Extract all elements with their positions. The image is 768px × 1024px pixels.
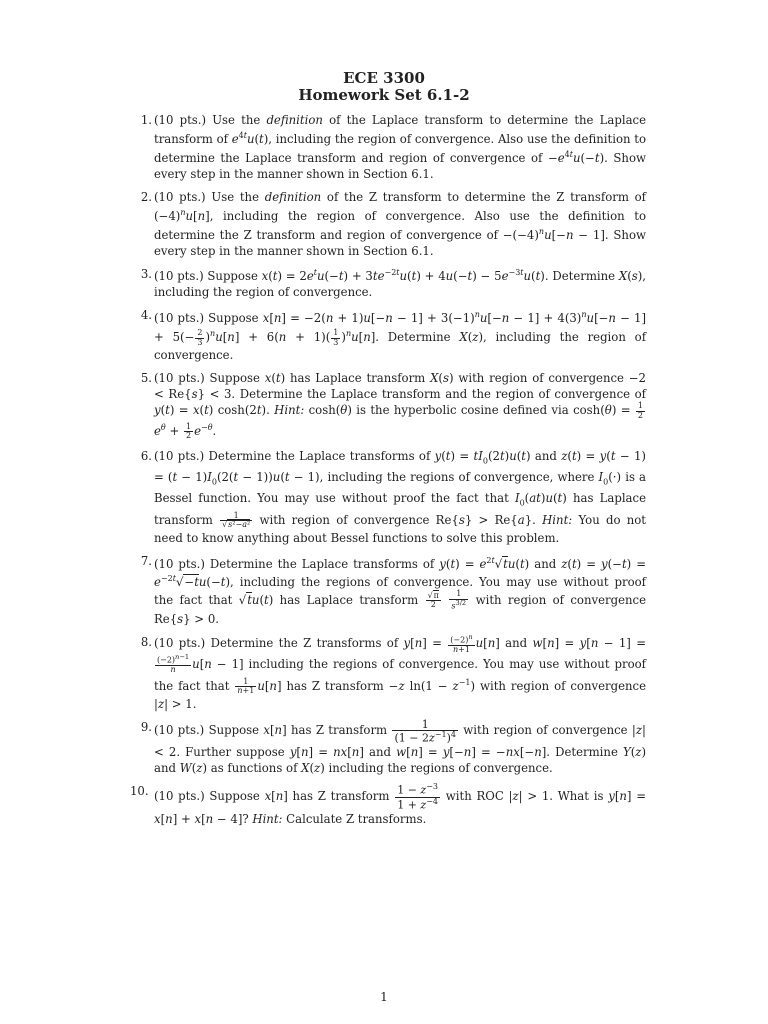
problem-5 <box>134 370 646 441</box>
problem-number: 3. <box>140 266 152 281</box>
problem-3 <box>134 266 646 301</box>
course-title: ECE 3300 <box>343 69 425 87</box>
problem-2 <box>134 189 646 259</box>
problem-number: 5. <box>140 371 152 386</box>
problem-number: 4. <box>140 308 152 323</box>
problem-text: (10 pts.) Determine the Laplace transforms of $y(t) = tI_0(2t)u(t)$ and $z(t) = y(t - 1) = (t - 1)I_0(2(t - 1))u(t - 1)$, including the regions of convergence, where $I_0(\cdot)$ is a Bessel function. You may use without proof the fact that $I_0(at)u(t)$ has Laplace transform $\frac{1}{\text{√s²−a²}}$ with region of convergence Re{s} > Re{a}. Hint: You do not need to know anything about Bessel functions to solve this problem. <box>154 448 647 545</box>
problem-list <box>130 112 647 834</box>
problem-number: 7. <box>140 553 152 568</box>
problem-number: 8. <box>140 634 152 649</box>
problem-9 <box>134 719 646 777</box>
problem-6 <box>134 448 646 546</box>
problem-10 <box>130 782 647 826</box>
problem-text: (10 pts.) Suppose $x[n] = -2(n + 1)u[-n - 1] + 3(-1)^nu[-n - 1] + 4(3)^nu[-n - 1] + 5(-$ $\frac{2}{3}$ )$^n$u[n] + 6(n + 1)( $\frac{1}{3}$ )$^n$u[n]. Determine X(z), including the region of convergence. <box>154 310 647 363</box>
problem-7 <box>134 553 646 627</box>
problem-text: (10 pts.) Use the definition of the Laplace transform to determine the Laplace transform of $e^{4t}u(t)$, including the region of convergence. Also use the definition to determine the Laplace transform and region of convergence of $-e^{4t}u(-t)$. Show every step in the manner shown in Section 6.1. <box>154 113 647 181</box>
problem-number: 9. <box>140 719 152 734</box>
problem-number: 10. <box>130 784 149 799</box>
problem-8 <box>134 634 646 712</box>
problem-text: (10 pts.) Determine the Laplace transforms of $y(t) = e^{2t}√tu(t)$ and $z(t) = y(-t) = e^{-2t}√-tu(-t)$, including the regions of convergence. You may use without proof the fact that √tu(t) has Laplace transform $\frac{√\pi}{2}$ $\frac{1}{s^{3/2}}$ with region of convergence Re{s} > 0. <box>154 555 646 626</box>
homework-title: Homework Set 6.1-2 <box>298 86 470 104</box>
problem-1 <box>134 112 646 182</box>
problem-4 <box>134 307 646 363</box>
problem-number: 6. <box>140 448 152 463</box>
problem-text: (10 pts.) Determine the Z transforms of y[n] = $\frac{(-2)^n}{n+1}$ u[n] and w[n] = y[n − 1] = $\frac{(-2)^{n-1}}{n}$ u[n − 1] including the regions of convergence. You may use without proof the fact that $\frac{1}{n+1}$ u[n] has Z transform −z $\ln(1 - z^{-1})$ with region of convergence |z| > 1. <box>154 632 646 711</box>
page-number: 1 <box>380 990 388 1004</box>
problem-text: (10 pts.) Suppose x[n] has Z transform $\frac{1}{(1 - 2z^{-1})^4}$ with region of convergence |z| < 2. Further suppose y[n] = nx[n] and w[n] = y[−n] = −nx[−n]. Determine Y(z) and W(z) as functions of X(z) including the regions of convergence. <box>154 717 646 776</box>
problem-number: 2. <box>140 189 152 204</box>
problem-text: (10 pts.) Suppose x(t) has Laplace transform X(s) with region of convergence −2 < Re{s} < 3. Determine the Laplace transform and the region of convergence of y(t) = x(t) cosh(2t). Hint: cosh(θ) is the hyperbolic cosine defined via cosh(θ) = $\frac{1}{2}$ $e^\theta$ + $\frac{1}{2}$ $e^{-\theta}$. <box>154 371 646 441</box>
problem-text: (10 pts.) Suppose $x(t) = 2e^tu(-t) + 3te^{-2t}u(t) + 4u(-t) - 5e^{-3t}u(t)$. Determine X(s), including the region of convergence. <box>154 268 647 300</box>
problem-text: (10 pts.) Suppose x[n] has Z transform $\frac{1 - z^{-3}}{1 + z^{-4}}$ with ROC |z| > 1. What is y[n] = x[n] + x[n − 4]? Hint: Calculate Z transforms. <box>154 782 647 826</box>
problem-number: 1. <box>140 113 152 127</box>
problem-text: (10 pts.) Use the definition of the Z transform to determine the Z transform of $(-4)^nu[n]$, including the region of convergence. Also use the definition to determine the Z transform and region of convergence of $-(-4)^nu[-n - 1]$. Show every step in the manner shown in Section 6.1. <box>154 189 646 258</box>
